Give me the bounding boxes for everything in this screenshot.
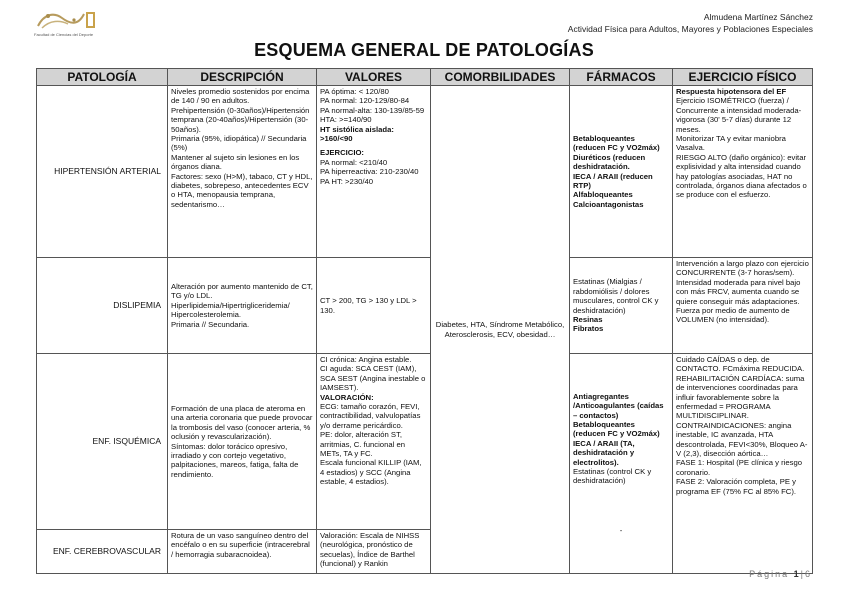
exercise-line: FASE 2: Valoración completa, PE y programa EF (75% FC al 85% FC). <box>676 477 797 496</box>
description-line: Prehipertensión (0-30años)/Hipertensión temprana (20-40años)/Hipertensión (30-50años). <box>171 105 310 134</box>
value-line: PA óptima: < 120/80 <box>320 87 389 96</box>
column-header-descripcion: DESCRIPCIÓN <box>168 69 317 86</box>
description-line: Formación de una placa de ateroma en una arteria coronaria que puede provocar la trombosis del vaso (conocer arteria, % oclusión y revascularización). <box>171 403 313 442</box>
values-cell <box>317 354 431 530</box>
value-line: EJERCICIO: <box>320 148 364 158</box>
exercise-cell <box>673 258 813 354</box>
value-line: Valoración: Escala de NIHSS (neurológica, pronóstico de secuelas), Índice de Barthel (funcional) y Rankin <box>320 531 420 569</box>
value-line: PA hiperreactiva: 210-230/40 <box>320 167 419 177</box>
value-line: PA normal-alta: 130-139/85-59 <box>320 105 425 115</box>
drugs-cell <box>570 258 673 354</box>
description-line: Mantener al sujeto sin lesiones en los órganos diana. <box>171 152 300 172</box>
page-number: 1 <box>793 569 801 579</box>
description-line: Rotura de un vaso sanguíneo dentro del encéfalo o en su superficie (intracerebral / hemorragia subaracnoidea). <box>171 531 310 559</box>
pathology-table <box>36 68 813 574</box>
description-cell <box>168 258 317 354</box>
value-line: PA HT: >230/40 <box>320 176 374 186</box>
page-footer: Página 1|6 <box>749 569 812 579</box>
pathology-name: DISLIPEMIA <box>37 258 168 354</box>
drug-line: Estatinas (control CK y deshidratación) <box>573 467 652 486</box>
drug-line: - <box>619 525 623 535</box>
value-line: CI crónica: Angina estable. <box>320 355 412 364</box>
table-row-dislipemia <box>37 258 813 354</box>
page-total: 6 <box>804 569 812 579</box>
description-line: Hiperlipidemia/Hipertrigliceridemia/ Hipercolesterolemia. <box>171 300 290 320</box>
exercise-cell <box>673 86 813 258</box>
drug-line: Antiagregantes /Anticoagulantes (caídas – contactos) <box>573 391 664 420</box>
exercise-line: Cuidado CAÍDAS o dep. de CONTACTO. FCmáxima REDUCIDA. <box>676 355 805 374</box>
exercise-line: RIESGO ALTO (daño orgánico): evitar explisividad y alta intensidad cuando hay patologías asociadas, HAT no controlada, órganos diana afectados o se produce con el esfuerzo. <box>676 152 807 200</box>
value-line: CT > 200, TG > 130 y LDL > 130. <box>320 296 417 315</box>
column-header-valores: VALORES <box>317 69 431 86</box>
column-header-patologia: PATOLOGÍA <box>37 69 168 86</box>
value-line: VALORACIÓN: <box>320 392 374 402</box>
author-name: Almudena Martínez Sánchez <box>703 12 813 22</box>
exercise-line: Intervención a largo plazo con ejercicio CONCURRENTE (3-7 horas/sem). Intensidad moderada para nivel bajo con más FRCV, aumenta cuando se quiere conseguir más adaptaciones. Fuerza por medio de aumento de VOLUMEN (no intensidad). <box>676 259 809 325</box>
pathology-name: ENF. ISQUÉMICA <box>37 354 168 530</box>
drugs-cell <box>570 354 673 574</box>
faculty-logo-graphic <box>34 8 100 32</box>
value-line: HT sistólica aislada: >160/<90 <box>320 124 394 144</box>
exercise-line: Ejercicio ISOMÉTRICO (fuerza) / Concurrente a intensidad moderada-vigorosa (30' 5-7 días) durante 12 meses. <box>676 96 802 134</box>
description-cell <box>168 86 317 258</box>
drug-line: IECA / ARAII (reducen RTP) <box>573 171 653 190</box>
document-header <box>568 11 813 35</box>
value-line: Escala funcional KILLIP (IAM, 4 estadios) y SCC (Angina estable, 4 estadios). <box>320 458 422 487</box>
pathology-name: HIPERTENSIÓN ARTERIAL <box>37 86 168 258</box>
drug-line: IECA / ARAII (TA, deshidratación y electrolitos). <box>573 438 635 467</box>
description-cell <box>168 530 317 574</box>
table-row-hipertension <box>37 86 813 258</box>
column-header-farmacos: FÁRMACOS <box>570 69 673 86</box>
drug-line: Betabloqueantes (reducen FC y VO2máx) <box>573 133 660 153</box>
value-line: PE: dolor, alteración ST, arritmias, C. funcional en METs, TA y FC. <box>320 430 406 459</box>
column-header-comorbilidades: COMORBILIDADES <box>431 69 570 86</box>
values-cell <box>317 86 431 258</box>
exercise-line: Monitorizar TA y evitar maniobra Vasalva. <box>676 134 786 153</box>
value-line: PA normal: <210/40 <box>320 157 388 167</box>
drug-line: Alfabloqueantes <box>573 190 633 200</box>
table-row-isquemica <box>37 354 813 530</box>
pathology-name: ENF. CEREBROVASCULAR <box>37 530 168 574</box>
column-header-ejercicio: EJERCICIO FÍSICO <box>673 69 813 86</box>
exercise-line: FASE 1: Hospital (PE clínica y riesgo coronario. <box>676 458 803 477</box>
description-line: Primaria (95%, idiopática) // Secundaria (5%) <box>171 134 307 153</box>
subject-name: Actividad Física para Adultos, Mayores y Poblaciones Especiales <box>567 24 813 34</box>
drug-line: Fibratos <box>573 324 604 334</box>
page-label: Página <box>749 569 790 579</box>
drugs-cell <box>570 86 673 258</box>
drug-line: Resinas <box>573 314 603 324</box>
description-line: Primaria // Secundaria. <box>171 319 250 329</box>
exercise-line: Respuesta hipotensora del EF <box>676 87 787 96</box>
drug-line: Diuréticos (reducen deshidratación. <box>573 152 646 172</box>
drug-line: Calcioantagonistas <box>573 199 644 209</box>
faculty-logo <box>34 8 100 36</box>
value-line: ECG: tamaño corazón, FEVI, contractibilidad, valvulopatías y/o derrame pericárdico. <box>320 402 421 430</box>
values-cell <box>317 258 431 354</box>
exercise-line: REHABILITACIÓN CARDÍACA: suma de intervenciones coordinadas para influir favorablemente sobre la enfermedad = PROGRAMA MULTIDISCIPLINAR. <box>676 373 805 421</box>
drug-line: Estatinas (Mialgias / rabdomiólisis / dolores musculares, control CK y deshidratación) <box>573 277 659 315</box>
value-line: CI aguda: SCA CEST (IAM), SCA SEST (Angina inestable o IAMSEST). <box>320 364 426 393</box>
value-line: HTA: >=140/90 <box>320 115 372 125</box>
table-header-row <box>37 69 813 86</box>
page-title: ESQUEMA GENERAL DE PATOLOGÍAS <box>254 40 594 60</box>
drug-line: Betabloqueantes (reducen FC y VO2máx) <box>573 419 660 439</box>
value-line: PA normal: 120-129/80-84 <box>320 96 410 106</box>
description-line: Alteración por aumento mantenido de CT, TG y/o LDL. <box>171 281 313 301</box>
description-line: Síntomas: dolor torácico opresivo, irradiado y con cortejo vegetativo, palpitaciones, mareos, fatiga, falta de rendimiento. <box>171 441 299 479</box>
description-cell <box>168 354 317 530</box>
description-line: Factores: sexo (H>M), tabaco, CT y HDL, diabetes, sobrepeso, antecedentes ECV o HTA, menopausia temprana, sedentarismo… <box>171 171 313 209</box>
logo-text: Facultad de Ciencias del Deporte <box>34 32 94 37</box>
exercise-cell <box>673 354 813 574</box>
values-cell <box>317 530 431 574</box>
comorbidities-cell: Diabetes, HTA, Síndrome Metabólico, Aterosclerosis, ECV, obesidad… <box>431 86 570 574</box>
exercise-line: CONTRAINDICACIONES: angina inestable, IC avanzada, HTA descontrolada, FEVI<30%, Bloqueo A-V (2,3), disección aórtica… <box>676 420 808 459</box>
description-line: Niveles promedio sostenidos por encima de 140 / 90 en adultos. <box>171 87 310 106</box>
